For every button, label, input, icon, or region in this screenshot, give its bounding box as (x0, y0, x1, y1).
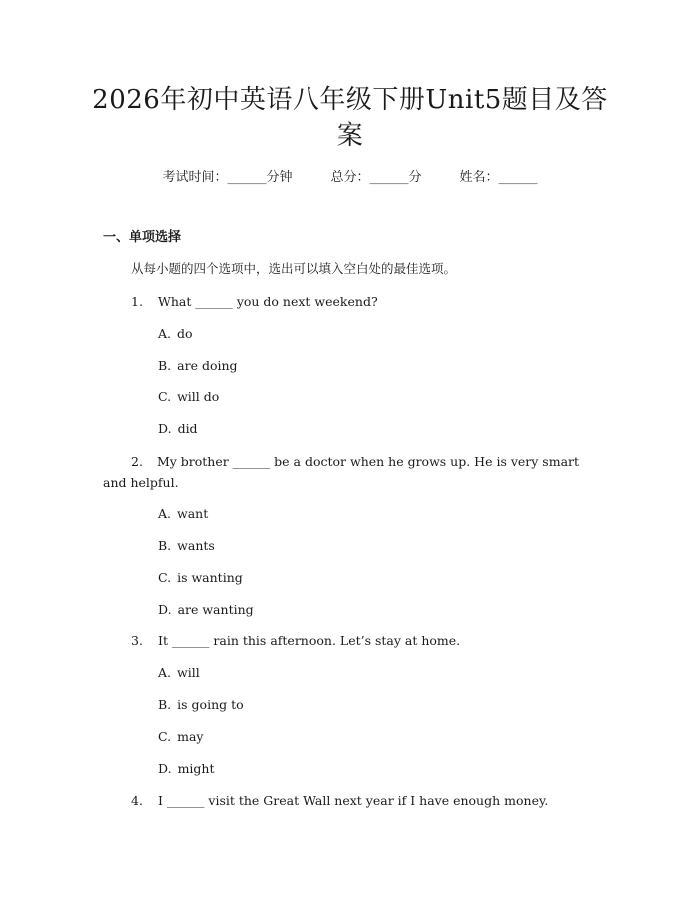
option-letter: D. (158, 421, 172, 436)
question-text-wrapped (103, 451, 598, 493)
option-text: is going to (177, 697, 244, 712)
option-text: did (177, 421, 198, 436)
option-d (158, 760, 215, 778)
option-text: will do (177, 389, 220, 404)
option-letter: A. (158, 506, 172, 521)
exam-time-label: 考试时间：______分钟 (162, 170, 293, 185)
option-letter: C. (158, 729, 172, 744)
option-text: might (177, 761, 215, 776)
option-d (158, 420, 198, 438)
option-letter: C. (158, 570, 172, 585)
exam-meta-line (0, 169, 700, 187)
option-text: do (177, 326, 193, 341)
question-text: It ______ rain this afternoon. Let’s stay at home. (158, 633, 461, 648)
question-text: I ______ visit the Great Wall next year if I have enough money. (158, 793, 549, 808)
option-letter: C. (158, 389, 172, 404)
option-letter: B. (158, 358, 172, 373)
option-b (158, 357, 238, 375)
option-letter: B. (158, 697, 172, 712)
option-letter: B. (158, 538, 172, 553)
option-text: wants (177, 538, 215, 553)
option-b (158, 537, 215, 555)
section-instruction: 从每小题的四个选项中，选出可以填入空白处的最佳选项。 (131, 261, 457, 276)
question-number: 1. (131, 294, 143, 309)
question-text: What ______ you do next weekend? (158, 294, 378, 309)
option-text: may (177, 729, 204, 744)
student-name-label: 姓名：______ (459, 170, 538, 185)
option-c (158, 728, 203, 746)
question-number: 3. (131, 633, 143, 648)
option-d (158, 601, 254, 619)
option-text: is wanting (177, 570, 243, 585)
option-c (158, 569, 243, 587)
page-title: 2026年初中英语八年级下册Unit5题目及答案 (92, 85, 608, 151)
question-text: My brother ______ be a doctor when he grows up. He is very smart and helpful. (103, 454, 580, 490)
option-letter: D. (158, 602, 172, 617)
option-text: are doing (177, 358, 238, 373)
option-text: want (177, 506, 209, 521)
option-text: are wanting (177, 602, 254, 617)
section-heading: 一、单项选择 (103, 230, 182, 245)
option-a (158, 505, 208, 523)
total-score-label: 总分：______分 (330, 170, 422, 185)
option-a (158, 664, 200, 682)
option-letter: A. (158, 665, 172, 680)
option-letter: A. (158, 326, 172, 341)
question-number: 4. (131, 793, 143, 808)
question-number: 2. (131, 454, 143, 469)
option-c (158, 388, 219, 406)
option-a (158, 325, 193, 343)
option-text: will (177, 665, 200, 680)
option-letter: D. (158, 761, 172, 776)
option-b (158, 696, 244, 714)
